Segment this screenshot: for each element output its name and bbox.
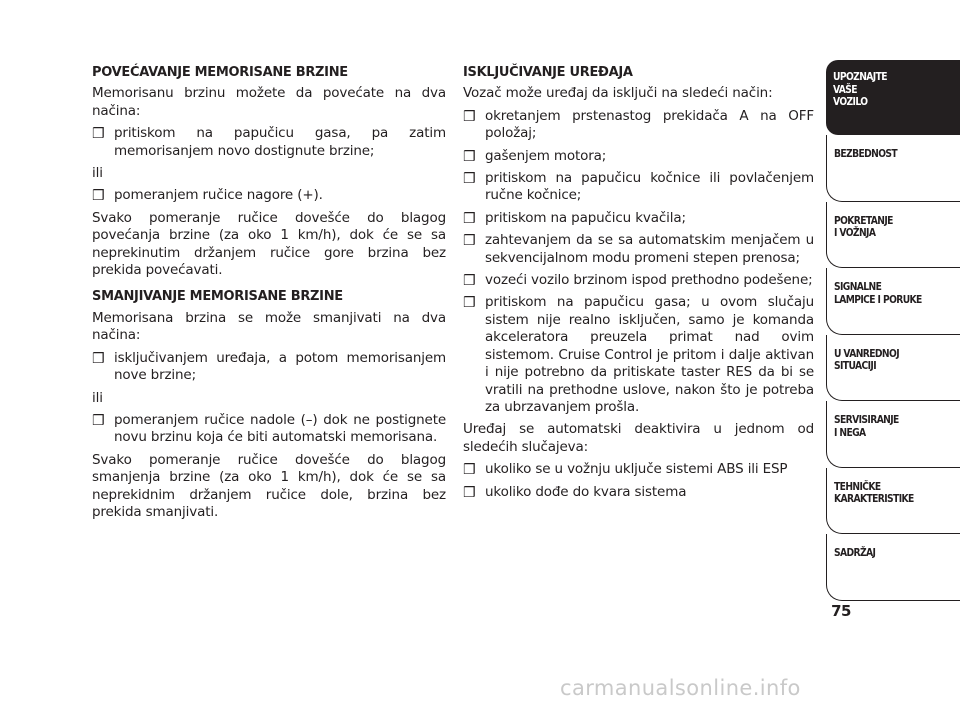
paragraph: ili — [92, 389, 103, 406]
section-title-disable: ISKLJUČIVANJE UREĐAJA — [463, 65, 633, 80]
list-item: ❒ pomeranjem ručice nadole (–) dok ne postignete novu brzinu koja će biti automatski memorisana. — [92, 411, 446, 446]
checkbox-bullet-icon: ❒ — [463, 108, 476, 125]
list-item: ❒ isključivanjem uređaja, a potom memorisanjem nove brzine; — [92, 349, 446, 384]
list-item: ❒ pritiskom na papučicu gasa; u ovom slučaju sistem nije realno isključen, samo je komanda akceleratora preuzela primat nad ovim sistemom. Cruise Control je pritom i dalje aktivan i nije potrebno da pritiskate taster RES da bi se vratili na prethodne uslove, nakon što je potreba za ubrzavanjem prošla. — [463, 294, 814, 415]
checkbox-bullet-icon: ❒ — [463, 148, 476, 165]
list-item: ❒ pomeranjem ručice nagore (+). — [92, 187, 323, 205]
checkbox-bullet-icon: ❒ — [92, 126, 105, 143]
paragraph: Memorisana brzina se može smanjivati na dva načina: — [92, 309, 446, 344]
paragraph: Svako pomeranje ručice dovešće do blagog povećanja brzine (za oko 1 km/h), dok će se sa neprekinutim držanjem ručice gore brzina bez prekida povećavati. — [92, 209, 446, 279]
checkbox-bullet-icon: ❒ — [463, 462, 476, 479]
tab-sadrzaj[interactable]: SADRŽAJ — [826, 534, 960, 601]
list-item: ❒ ukoliko se u vožnju uključe sistemi ABS ili ESP — [463, 461, 788, 479]
checkbox-bullet-icon: ❒ — [463, 295, 476, 312]
section-title-increase: POVEĆAVANJE MEMORISANE BRZINE — [92, 65, 348, 80]
list-item: ❒ okretanjem prstenastog prekidača A na OFF položaj; — [463, 107, 814, 142]
paragraph: Vozač može uređaj da isključi na sledeći način: — [463, 85, 773, 102]
list-item: ❒ ukoliko dođe do kvara sistema — [463, 483, 687, 501]
right-column — [463, 64, 814, 506]
checkbox-bullet-icon: ❒ — [92, 188, 105, 205]
list-item: ❒ pritiskom na papučicu gasa, pa zatim memorisanjem novo dostignute brzine; — [92, 125, 446, 159]
checkbox-bullet-icon: ❒ — [463, 171, 476, 188]
checkbox-bullet-icon: ❒ — [463, 210, 476, 227]
tab-pokretanje-i-voznja[interactable]: POKRETANJE I VOŽNJA — [826, 202, 960, 269]
list-item: ❒ zahtevanjem da se sa automatskim menjačem u sekvencijalnom modu promeni stepen prenosa; — [463, 232, 814, 266]
list-item: ❒ pritiskom na papučicu kvačila; — [463, 209, 686, 227]
tab-bezbednost[interactable]: BEZBEDNOST — [826, 135, 960, 202]
paragraph: Uređaj se automatski deaktivira u jednom od sledećih slučajeva: — [463, 421, 814, 455]
list-item: ❒ gašenjem motora; — [463, 147, 607, 165]
checkbox-bullet-icon: ❒ — [92, 350, 105, 367]
watermark: carmanualsonline.info — [560, 676, 801, 700]
section-title-decrease: SMANJIVANJE MEMORISANE BRZINE — [92, 289, 343, 305]
checkbox-bullet-icon: ❒ — [92, 412, 105, 429]
left-column — [92, 64, 446, 526]
chapter-tabs — [826, 60, 960, 601]
paragraph: ili — [92, 165, 103, 182]
page-number: 75 — [831, 602, 851, 620]
tab-servisiranje-i-nega[interactable]: SERVISIRANJE I NEGA — [826, 401, 960, 468]
paragraph: Svako pomeranje ručice dovešće do blagog smanjenja brzine (za oko 1 km/h), dok će se sa neprekidnim držanjem ručice dole, brzina bez prekida smanjivati. — [92, 451, 446, 520]
list-item: ❒ pritiskom na papučicu kočnice ili povlačenjem ručne kočnice; — [463, 170, 814, 204]
paragraph: Memorisanu brzinu možete da povećate na dva načina: — [92, 85, 446, 119]
tab-upoznajte-vase-vozilo[interactable]: UPOZNAJTE VAŠE VOZILO — [826, 60, 960, 135]
checkbox-bullet-icon: ❒ — [463, 273, 476, 290]
checkbox-bullet-icon: ❒ — [463, 484, 476, 501]
list-item: ❒ vozeći vozilo brzinom ispod prethodno podešene; — [463, 272, 813, 290]
checkbox-bullet-icon: ❒ — [463, 233, 476, 250]
tab-signalne-lampice[interactable]: SIGNALNE LAMPICE I PORUKE — [826, 268, 960, 335]
tab-u-vanrednoj-situaciji[interactable]: U VANREDNOJ SITUACIJI — [826, 335, 960, 402]
tab-tehnicke-karakteristike[interactable]: TEHNIČKE KARAKTERISTIKE — [826, 468, 960, 535]
